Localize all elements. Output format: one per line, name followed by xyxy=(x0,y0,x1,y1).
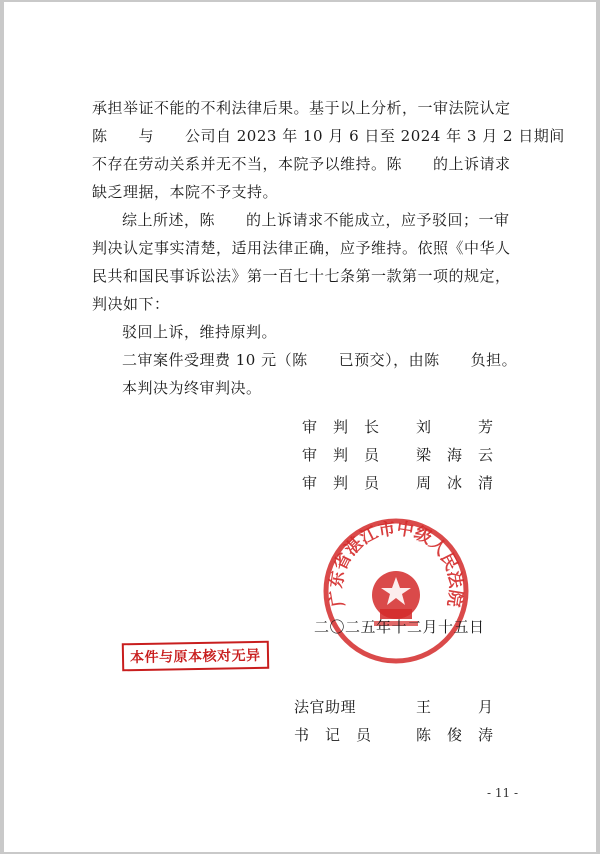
body-line: 驳回上诉，维持原判。 xyxy=(122,323,278,341)
clerk-name-1: 王 月 xyxy=(416,698,494,716)
judgment-date: 二〇二五年十二月十五日 xyxy=(314,618,485,636)
body-line: 综上所述，陈 的上诉请求不能成立，应予驳回；一审 xyxy=(122,211,510,229)
seal-text: 广东省湛江市中级人民法院 xyxy=(326,518,466,609)
body-line: 民共和国民事诉讼法》第一百七十七条第一款第一项的规定， xyxy=(92,267,511,285)
judge-role-1: 审 判 长 xyxy=(302,418,380,436)
body-line: 承担举证不能的不利法律后果。基于以上分析，一审法院认定 xyxy=(92,99,511,117)
judgment-body xyxy=(92,94,565,402)
body-line: 不存在劳动关系并无不当，本院予以维持。陈 的上诉请求 xyxy=(92,155,511,173)
judge-role-2: 审 判 员 xyxy=(302,446,380,464)
body-line: 判决如下： xyxy=(92,295,170,313)
judge-name-3: 周 冰 清 xyxy=(416,474,494,492)
body-line: 本判决为终审判决。 xyxy=(122,379,262,397)
body-line: 陈 与 公司自 2023 年 10 月 6 日至 2024 年 3 月 2 日期间 xyxy=(92,127,565,145)
judge-role-3: 审 判 员 xyxy=(302,474,380,492)
page-number: - 11 - xyxy=(486,786,518,800)
body-line: 二审案件受理费 10 元（陈 已预交），由陈 负担。 xyxy=(122,351,518,369)
clerk-name-2: 陈 俊 涛 xyxy=(416,726,494,744)
judge-name-1: 刘 芳 xyxy=(416,418,494,436)
clerk-role-2: 书 记 员 xyxy=(294,726,372,744)
body-line: 缺乏理据，本院不予支持。 xyxy=(92,183,279,201)
clerk-role-1: 法官助理 xyxy=(294,698,357,716)
body-line: 判决认定事实清楚，适用法律正确，应予维持。依照《中华人 xyxy=(92,239,511,257)
verification-stamp: 本件与原本核对无异 xyxy=(122,641,269,672)
document-page xyxy=(4,2,596,852)
judge-name-2: 梁 海 云 xyxy=(416,446,494,464)
court-seal-icon xyxy=(322,517,470,665)
